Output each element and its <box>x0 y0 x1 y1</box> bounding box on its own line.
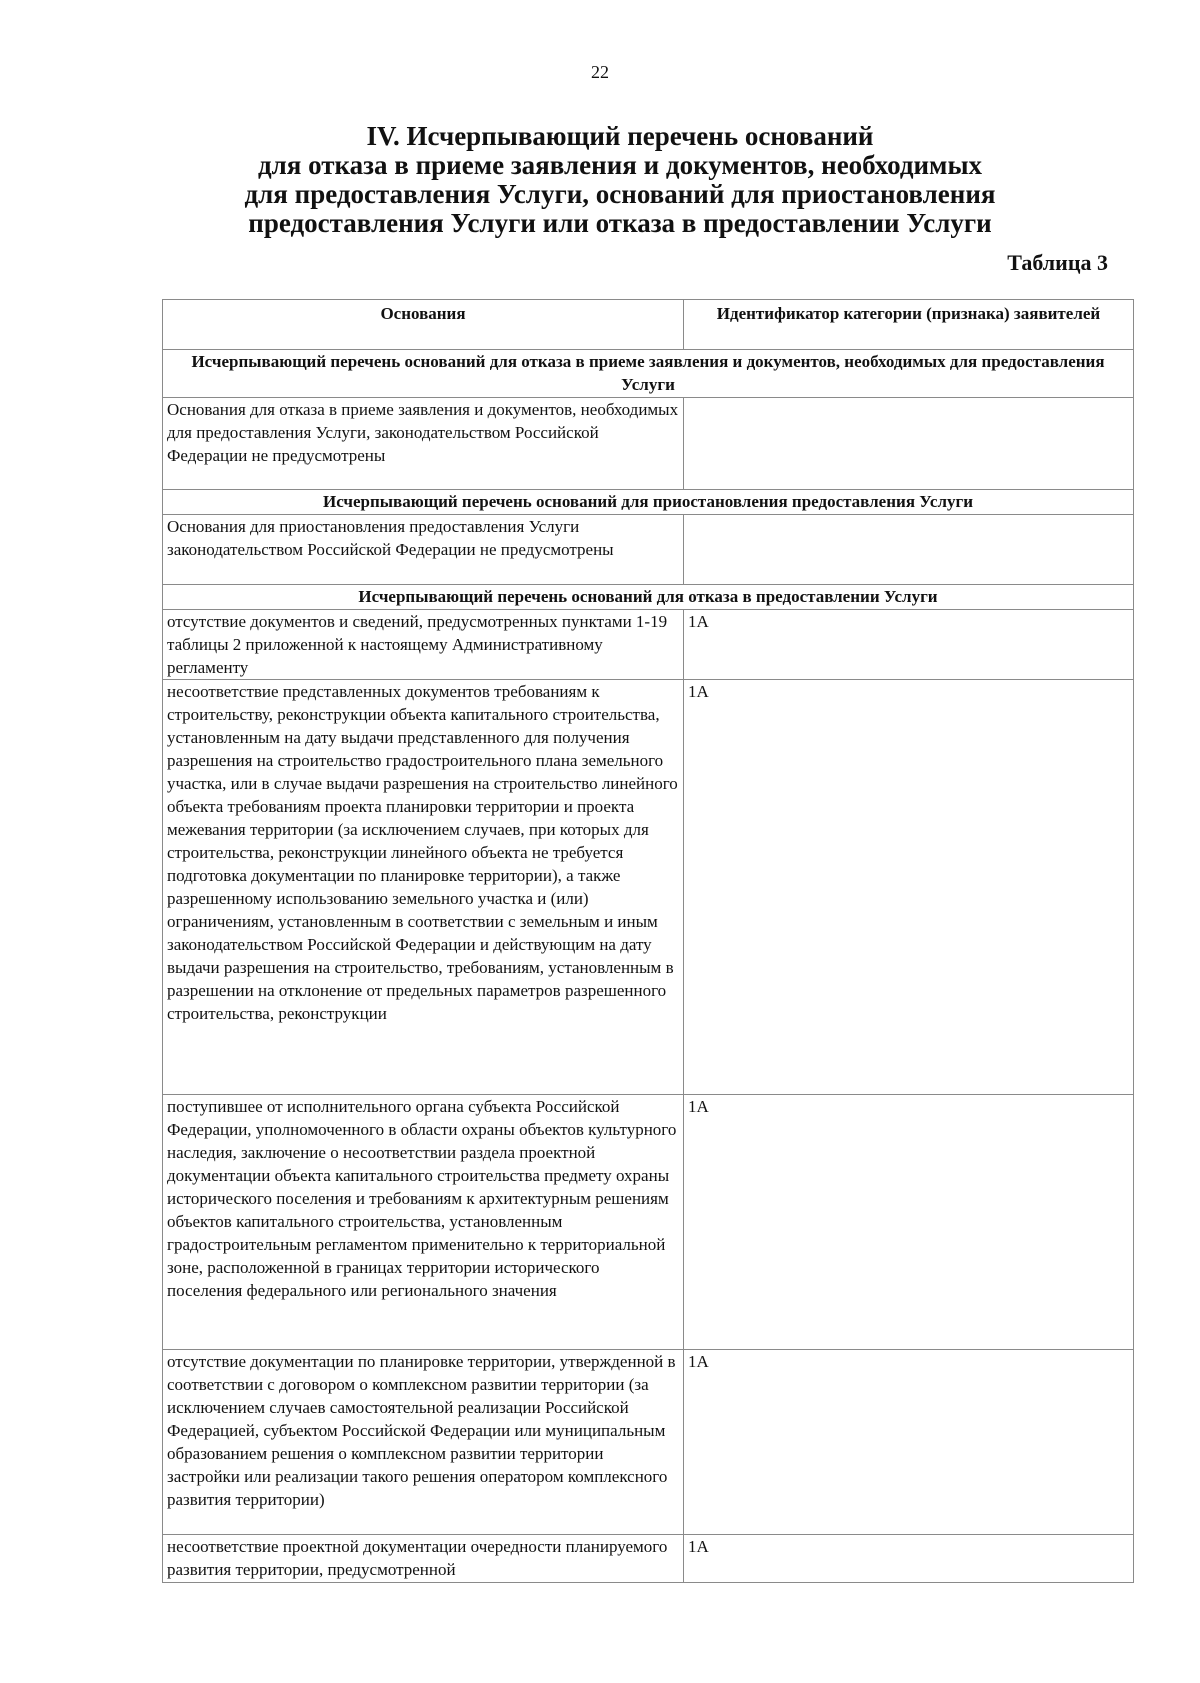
identifier-cell: 1А <box>684 1350 1134 1535</box>
section-title: Исчерпывающий перечень оснований для отказа в предоставлении Услуги <box>163 585 1134 610</box>
identifier-cell <box>684 398 1134 490</box>
basis-cell: несоответствие проектной документации очередности планируемого развития территории, предусмотренной <box>163 1535 684 1583</box>
table-header-row <box>163 300 1134 350</box>
identifier-cell: 1А <box>684 610 1134 680</box>
table-row <box>163 1535 1134 1583</box>
basis-cell: Основания для отказа в приеме заявления и документов, необходимых для предоставления Услуги, законодательством Российской Федерации не предусмотрены <box>163 398 684 490</box>
section-title: Исчерпывающий перечень оснований для приостановления предоставления Услуги <box>163 490 1134 515</box>
section-heading <box>160 122 1080 238</box>
page-number: 22 <box>591 62 609 82</box>
heading-line-2: для отказа в приеме заявления и документов, необходимых <box>257 150 983 180</box>
basis-cell: отсутствие документов и сведений, предусмотренных пунктами 1-19 таблицы 2 приложенной к настоящему Административному регламенту <box>163 610 684 680</box>
grounds-table <box>162 299 1134 1583</box>
table-row <box>163 610 1134 680</box>
section-title-row <box>163 585 1134 610</box>
basis-cell: отсутствие документации по планировке территории, утвержденной в соответствии с договором о комплексном развитии территории (за исключением случаев самостоятельной реализации Российской Федерацией, субъектом Российской Федерации или муниципальным образованием решения о комплексном развитии территории застройки или реализации такого решения оператором комплексного развития территории) <box>163 1350 684 1535</box>
table-row <box>163 515 1134 585</box>
heading-line-1: IV. Исчерпывающий перечень оснований <box>366 121 874 151</box>
table-row <box>163 1350 1134 1535</box>
section-title-row <box>163 350 1134 398</box>
table-row <box>163 398 1134 490</box>
section-title-row <box>163 490 1134 515</box>
basis-cell: несоответствие представленных документов требованиям к строительству, реконструкции объекта капитального строительства, установленным на дату выдачи представленного для получения разрешения на строительство градостроительного плана земельного участка, или в случае выдачи разрешения на строительство линейного объекта требованиям проекта планировки территории и проекта межевания территории (за исключением случаев, при которых для строительства, реконструкции линейного объекта не требуется подготовка документации по планировке территории), а также разрешенному использованию земельного участка и (или) ограничениям, установленным в соответствии с земельным и иным законодательством Российской Федерации и действующим на дату выдачи разрешения на строительство, требованиям, установленным в разрешении на отклонение от предельных параметров разрешенного строительства, реконструкции <box>163 680 684 1095</box>
identifier-cell: 1А <box>684 680 1134 1095</box>
heading-line-4: предоставления Услуги или отказа в предоставлении Услуги <box>248 208 992 238</box>
basis-cell: поступившее от исполнительного органа субъекта Российской Федерации, уполномоченного в области охраны объектов культурного наследия, заключение о несоответствии раздела проектной документации объекта капитального строительства предмету охраны исторического поселения и требованиям к архитектурным решениям объектов капитального строительства, установленным градостроительным регламентом применительно к территориальной зоне, расположенной в границах территории исторического поселения федерального или регионального значения <box>163 1095 684 1350</box>
identifier-cell <box>684 515 1134 585</box>
heading-line-3: для предоставления Услуги, оснований для приостановления <box>244 179 996 209</box>
section-title: Исчерпывающий перечень оснований для отказа в приеме заявления и документов, необходимых для предоставления Услуги <box>163 350 1134 398</box>
table-caption: Таблица 3 <box>1007 250 1108 275</box>
header-basis: Основания <box>163 300 684 350</box>
basis-cell: Основания для приостановления предоставления Услуги законодательством Российской Федерации не предусмотрены <box>163 515 684 585</box>
header-identifier: Идентификатор категории (признака) заявителей <box>684 300 1134 350</box>
identifier-cell: 1А <box>684 1535 1134 1583</box>
table-row <box>163 1095 1134 1350</box>
table-row <box>163 680 1134 1095</box>
identifier-cell: 1А <box>684 1095 1134 1350</box>
